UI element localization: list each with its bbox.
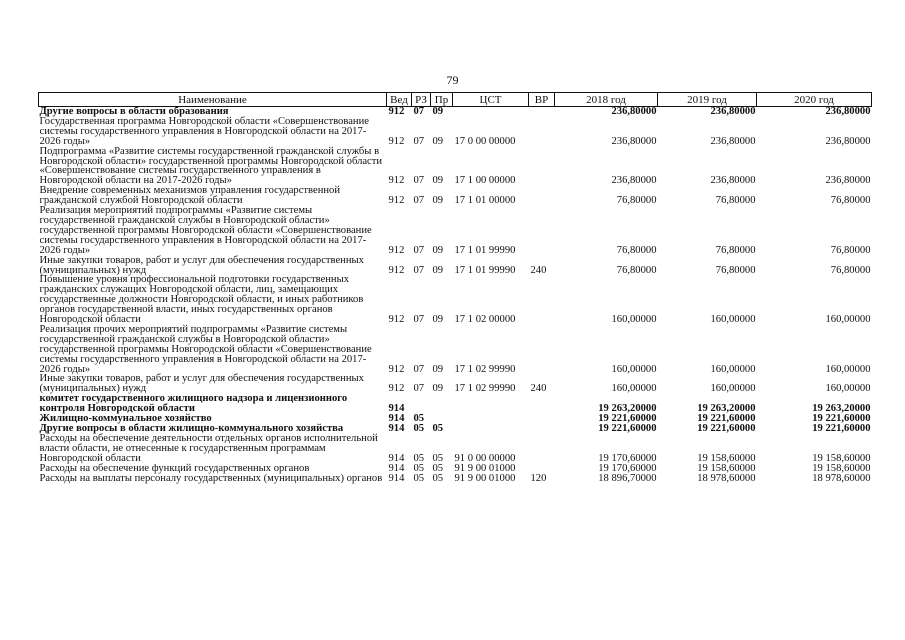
table-body — [39, 107, 872, 484]
row-vr: 240 — [530, 264, 547, 276]
row-2019: 18 978,60000 — [697, 472, 756, 484]
row-vr — [529, 107, 555, 117]
row-name: Государственная программа Новгородской области «Совершенствование системы государственного управления в Новгородской области на 2017-2026 годы» — [39, 115, 369, 147]
row-pr: 05 — [432, 462, 444, 474]
row-2020: 19 158,60000 — [812, 462, 871, 474]
row-cst: 17 1 00 00000 — [454, 175, 516, 187]
row-2018: 160,00000 — [611, 314, 657, 326]
row-2019: 19 158,60000 — [697, 462, 756, 474]
row-2020: 160,00000 — [825, 383, 871, 395]
row-rz: 07 — [413, 264, 425, 276]
row-name: Реализация прочих мероприятий подпрограммы «Развитие системы государственной гражданской службы в Новгородской области» государственной программы Новгородской области «Совершенствование системы государственного управления в Новгородской области на 2017-2026 годы» — [39, 323, 372, 375]
row-2019: 76,80000 — [715, 195, 756, 207]
row-ved: 912 — [388, 195, 405, 207]
row-2018: 236,80000 — [611, 175, 657, 187]
row-2018: 236,80000 — [611, 106, 657, 117]
row-pr: 09 — [432, 383, 444, 395]
row-2019: 19 221,60000 — [697, 413, 756, 425]
row-2019: 160,00000 — [710, 383, 756, 395]
table-row — [39, 206, 872, 256]
row-2019: 236,80000 — [710, 106, 756, 117]
row-2020: 18 978,60000 — [812, 472, 871, 484]
row-2020: 76,80000 — [830, 244, 871, 256]
row-cst — [453, 424, 529, 434]
table-row — [39, 374, 872, 394]
row-2018: 76,80000 — [616, 264, 657, 276]
row-vr — [529, 394, 555, 414]
row-ved: 912 — [388, 264, 405, 276]
row-name: Иные закупки товаров, работ и услуг для обеспечения государственных (муниципальных) нужд — [39, 373, 364, 395]
row-vr — [529, 414, 555, 424]
row-name: Расходы на обеспечение функций государственных органов — [39, 462, 310, 474]
row-vr — [529, 275, 555, 325]
row-2020: 76,80000 — [830, 195, 871, 207]
header-2020: 2020 год — [757, 93, 872, 107]
row-cst: 17 1 02 00000 — [454, 314, 516, 326]
row-2018: 19 263,20000 — [598, 403, 657, 415]
row-2019: 19 158,60000 — [697, 452, 756, 464]
row-pr: 09 — [432, 264, 444, 276]
row-cst: 91 9 00 01000 — [454, 462, 516, 474]
row-rz: 07 — [413, 135, 425, 147]
table-row — [39, 117, 872, 147]
header-vr: ВР — [529, 93, 555, 107]
row-pr: 09 — [432, 106, 444, 117]
row-2020: 160,00000 — [825, 363, 871, 375]
row-ved: 914 — [388, 403, 405, 415]
row-cst: 17 1 01 99990 — [454, 244, 516, 256]
row-ved: 912 — [388, 383, 405, 395]
row-2020: 76,80000 — [830, 264, 871, 276]
row-rz: 07 — [413, 244, 425, 256]
row-ved: 912 — [388, 135, 405, 147]
row-ved: 912 — [388, 244, 405, 256]
row-cst — [453, 107, 529, 117]
row-rz: 07 — [413, 314, 425, 326]
row-name: Другие вопросы в области образования — [39, 106, 229, 117]
row-2019: 19 263,20000 — [697, 403, 756, 415]
row-2019: 236,80000 — [710, 135, 756, 147]
row-2018: 160,00000 — [611, 383, 657, 395]
row-rz: 05 — [413, 462, 425, 474]
row-2020: 19 263,20000 — [812, 403, 871, 415]
row-name: Повышение уровня профессиональной подготовки государственных гражданских служащих Новгородской области, лиц, замещающих государственные должности Новгородской области, и иных работников органов государственной власти, иных государственных органов Новгородской области — [39, 274, 364, 326]
row-rz: 07 — [413, 383, 425, 395]
table-row — [39, 186, 872, 206]
row-2019: 76,80000 — [715, 244, 756, 256]
row-name: Расходы на выплаты персоналу государственных (муниципальных) органов — [39, 472, 383, 484]
row-vr — [529, 424, 555, 434]
row-cst: 17 1 01 99990 — [454, 264, 516, 276]
row-rz: 05 — [413, 472, 425, 484]
row-rz: 05 — [413, 452, 425, 464]
row-rz: 07 — [413, 195, 425, 207]
row-2018: 236,80000 — [611, 135, 657, 147]
header-pr: Пр — [431, 93, 453, 107]
row-vr — [529, 206, 555, 256]
header-ved: Вед — [387, 93, 412, 107]
table-row — [39, 434, 872, 464]
row-vr: 240 — [530, 383, 547, 395]
row-2019: 160,00000 — [710, 314, 756, 326]
row-name: Подпрограмма «Развитие системы государственной гражданской службы в Новгородской области» государственной программы Новгородской области «Совершенствование системы государственного управления в Новгородской области на 2017-2026 годы» — [39, 145, 383, 187]
row-cst: 17 1 02 99990 — [454, 363, 516, 375]
row-vr — [529, 117, 555, 147]
row-2020: 160,00000 — [825, 314, 871, 326]
table-row — [39, 256, 872, 276]
row-rz: 07 — [413, 106, 425, 117]
table-row — [39, 325, 872, 375]
header-2019: 2019 год — [658, 93, 757, 107]
row-ved: 914 — [388, 423, 405, 434]
row-pr: 05 — [432, 452, 444, 464]
row-2018: 19 221,60000 — [598, 423, 657, 434]
header-2018: 2018 год — [555, 93, 658, 107]
row-2019: 160,00000 — [710, 363, 756, 375]
row-pr: 05 — [432, 423, 444, 434]
row-pr: 09 — [432, 195, 444, 207]
table-row — [39, 474, 872, 484]
row-rz: 05 — [413, 423, 425, 434]
row-2018: 19 170,60000 — [598, 462, 657, 474]
row-name: Иные закупки товаров, работ и услуг для обеспечения государственных (муниципальных) нужд — [39, 254, 364, 276]
row-pr: 09 — [432, 175, 444, 187]
row-pr: 09 — [432, 363, 444, 375]
row-vr: 120 — [530, 472, 547, 484]
row-cst: 17 1 02 99990 — [454, 383, 516, 395]
row-name: Жилищно-коммунальное хозяйство — [39, 413, 212, 425]
table-row — [39, 147, 872, 187]
row-name: Внедрение современных механизмов управления государственной гражданской службой Новгородской области — [39, 185, 341, 207]
row-vr — [529, 325, 555, 375]
row-name: Реализация мероприятий подпрограммы «Развитие системы государственной гражданской службы в Новгородской области» государственной программы Новгородской области «Совершенствование системы государственного управления в Новгородской области на 2017-2026 годы» — [39, 205, 372, 256]
row-2018: 160,00000 — [611, 363, 657, 375]
row-vr — [529, 186, 555, 206]
header-name: Наименование — [39, 93, 387, 107]
row-name: комитет государственного жилищного надзора и лицензионного контроля Новгородской области — [39, 393, 348, 415]
budget-table — [38, 92, 872, 483]
row-2019: 19 221,60000 — [697, 423, 756, 434]
row-rz: 07 — [413, 175, 425, 187]
row-vr — [529, 147, 555, 187]
row-2020: 19 221,60000 — [812, 423, 871, 434]
row-2019: 236,80000 — [710, 175, 756, 187]
page-number: 79 — [446, 73, 459, 87]
row-2020: 236,80000 — [825, 106, 871, 117]
table-header — [39, 93, 872, 107]
table-row — [39, 275, 872, 325]
row-cst — [453, 394, 529, 414]
row-2019: 76,80000 — [715, 264, 756, 276]
row-ved: 914 — [388, 413, 405, 425]
row-ved: 912 — [388, 175, 405, 187]
row-cst: 17 1 01 00000 — [454, 195, 516, 207]
row-cst: 91 9 00 01000 — [454, 472, 516, 484]
row-2020: 236,80000 — [825, 175, 871, 187]
row-ved: 914 — [388, 452, 405, 464]
row-2018: 19 221,60000 — [598, 413, 657, 425]
row-pr: 09 — [432, 244, 444, 256]
row-2020: 236,80000 — [825, 135, 871, 147]
row-2020: 19 158,60000 — [812, 452, 871, 464]
table-row — [39, 394, 872, 414]
row-cst: 17 0 00 00000 — [454, 135, 516, 147]
header-cst: ЦСТ — [453, 93, 529, 107]
row-pr: 09 — [432, 135, 444, 147]
row-rz: 07 — [413, 363, 425, 375]
header-rz: РЗ — [412, 93, 431, 107]
row-ved: 914 — [388, 462, 405, 474]
row-2018: 18 896,70000 — [598, 472, 657, 484]
row-ved: 912 — [388, 314, 405, 326]
row-2018: 76,80000 — [616, 195, 657, 207]
row-cst — [453, 414, 529, 424]
row-2018: 76,80000 — [616, 244, 657, 256]
row-2020: 19 221,60000 — [812, 413, 871, 425]
row-rz — [412, 394, 431, 414]
row-rz: 05 — [413, 413, 425, 425]
row-name: Расходы на обеспечение деятельности отдельных органов исполнительной власти области, не отнесенные к государственным программам Новгородской области — [39, 432, 378, 464]
row-2018: 19 170,60000 — [598, 452, 657, 464]
row-cst: 91 0 00 00000 — [454, 452, 516, 464]
row-vr — [529, 434, 555, 464]
row-pr: 05 — [432, 472, 444, 484]
row-ved: 912 — [388, 363, 405, 375]
row-name: Другие вопросы в области жилищно-коммунального хозяйства — [39, 423, 344, 434]
row-pr: 09 — [432, 314, 444, 326]
row-pr — [431, 394, 453, 414]
row-ved: 912 — [388, 106, 405, 117]
row-ved: 914 — [388, 472, 405, 484]
